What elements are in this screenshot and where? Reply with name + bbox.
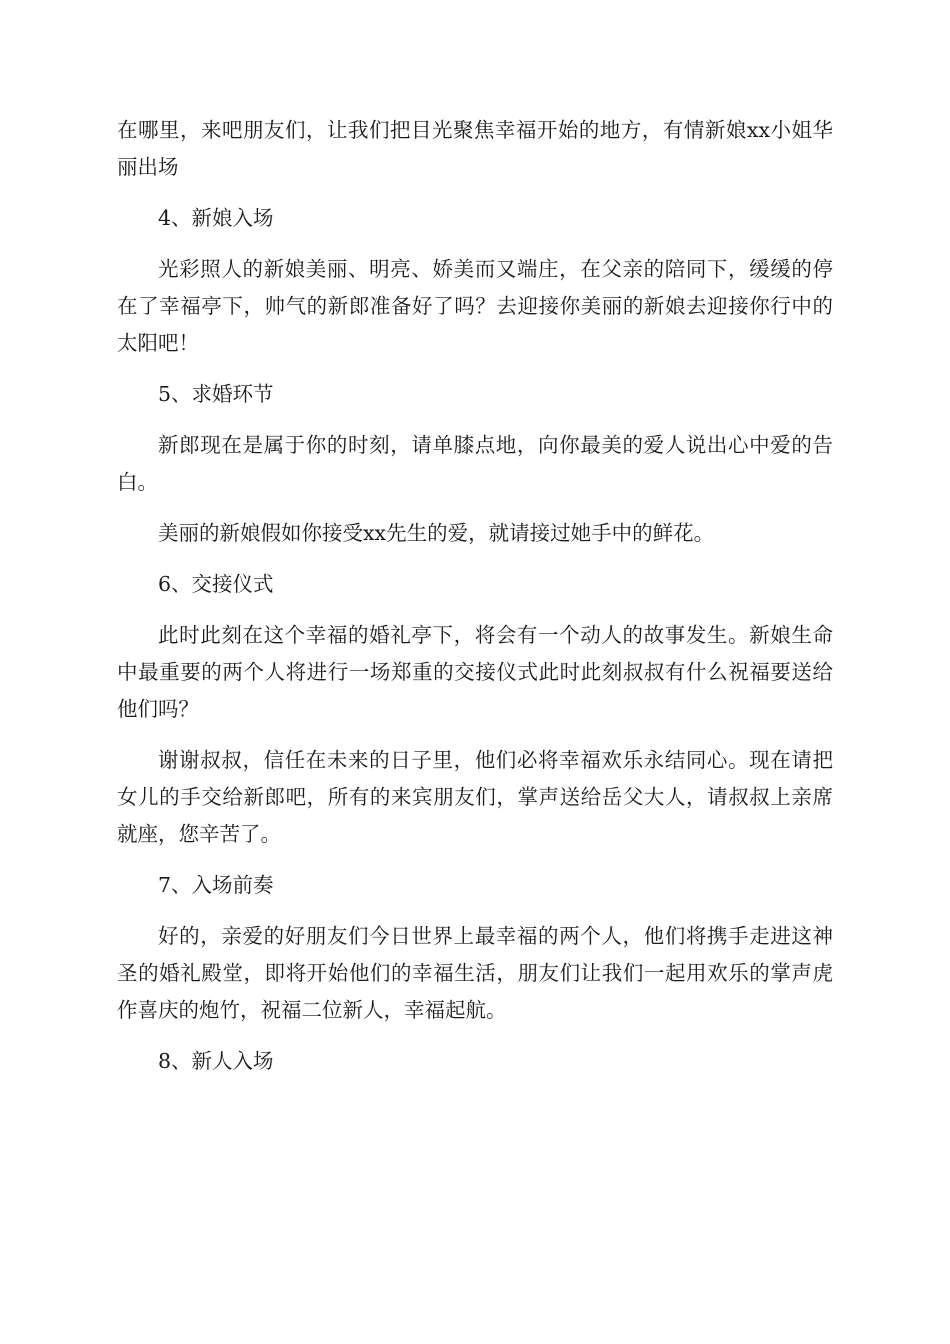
paragraph-groom-kneel: 新郎现在是属于你的时刻，请单膝点地，向你最美的爱人说出心中爱的告白。 [117,433,833,494]
section-heading-couple-entrance: 8、新人入场 [158,1049,274,1073]
paragraph-thanks-uncle: 谢谢叔叔，信任在未来的日子里，他们必将幸福欢乐永结同心。现在请把女儿的手交给新郎吧，所有的来宾朋友们，掌声送给岳父大人，请叔叔上亲席就座，您辛苦了。 [117,748,833,846]
paragraph-prelude: 好的，亲爱的好朋友们今日世界上最幸福的两个人，他们将携手走进这神圣的婚礼殿堂，即将开始他们的幸福生活，朋友们让我们一起用欢乐的掌声虎作喜庆的炮竹，祝福二位新人，幸福起航。 [117,924,833,1022]
paragraph-bride-accept: 美丽的新娘假如你接受xx先生的爱，就请接过她手中的鲜花。 [158,521,715,545]
section-heading-bride-entrance: 4、新娘入场 [158,206,274,230]
paragraph-bride-entrance-intro: 在哪里，来吧朋友们，让我们把目光聚焦幸福开始的地方，有情新娘xx小姐华丽出场 [117,118,833,179]
section-heading-proposal: 5、求婚环节 [158,382,274,406]
section-heading-handover: 6、交接仪式 [158,572,274,596]
paragraph-bride-description: 光彩照人的新娘美丽、明亮、娇美而又端庄，在父亲的陪同下，缓缓的停在了幸福亭下，帅气的新郎准备好了吗？去迎接你美丽的新娘去迎接你行中的太阳吧！ [117,257,833,355]
document-body [117,112,833,1094]
paragraph-handover-moment: 此时此刻在这个幸福的婚礼亭下，将会有一个动人的故事发生。新娘生命中最重要的两个人将进行一场郑重的交接仪式此时此刻叔叔有什么祝福要送给他们吗？ [117,623,833,721]
section-heading-prelude: 7、入场前奏 [158,873,274,897]
